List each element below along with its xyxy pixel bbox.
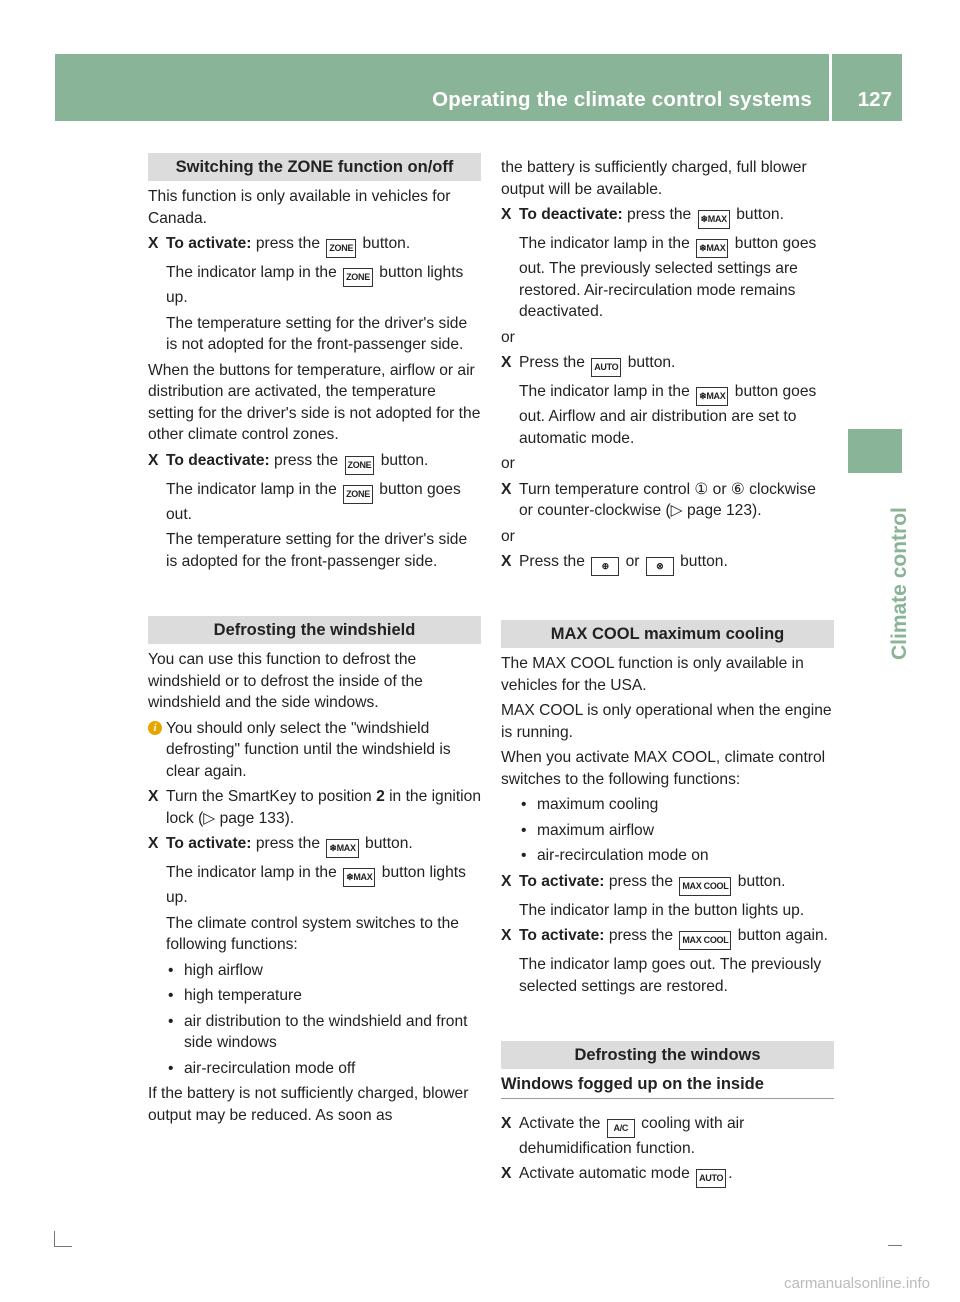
maxcool-button-icon: MAX COOL — [679, 931, 731, 950]
maxcool-p1: The MAX COOL function is only available in vehicles for the USA. — [501, 655, 804, 694]
step-smartkey: X Turn the SmartKey to position 2 in the ignition lock (▷ page 133). — [148, 788, 481, 827]
list-item: • high airflow — [168, 961, 263, 979]
step-defrost-activate: X To activate: press the ❄MAX button. — [148, 833, 481, 858]
page-number: 127 — [857, 88, 892, 111]
page-header — [55, 54, 902, 121]
airflow-up-button-icon: ⊕ — [591, 557, 619, 576]
step-press-airflow: X Press the ⊕ or ⊗ button. — [501, 551, 834, 576]
zone-deactivate-result-2: The temperature setting for the driver's side is adopted for the front-passenger side. — [166, 531, 468, 570]
or-text: or — [501, 328, 515, 346]
auto-button-icon: AUTO — [591, 358, 621, 377]
info-note: i You should only select the "windshield defrosting" function until the windshield is clear again. — [148, 718, 481, 783]
zone-paragraph: When the buttons for temperature, airflow or air distribution are activated, the temperature setting for the driver's side is not adopted for the other climate control zones. — [148, 361, 481, 443]
zone-button-icon: ZONE — [345, 456, 375, 475]
crop-mark — [54, 1231, 72, 1247]
defrost-activate-result-2: The climate control system switches to the following functions: — [166, 914, 459, 953]
step-arrow-icon: X — [148, 451, 159, 469]
battery-note: If the battery is not sufficiently charged, blower output may be reduced. As soon as — [148, 1085, 469, 1124]
step-zone-activate: X To activate: press the ZONE button. — [148, 233, 481, 258]
step-maxcool-activate: X To activate: press the MAX COOL button. — [501, 871, 834, 896]
section-heading-zone: Switching the ZONE function on/off — [148, 153, 481, 181]
section-heading-windows: Defrosting the windows — [501, 1041, 834, 1069]
list-item: • air-recirculation mode on — [521, 847, 709, 864]
maxcool-p3: When you activate MAX COOL, climate control switches to the following functions: — [501, 749, 826, 788]
maxcool-button-icon: MAX COOL — [679, 877, 731, 896]
left-column — [148, 153, 481, 1130]
step-activate-auto: X Activate automatic mode AUTO . — [501, 1163, 834, 1188]
step-arrow-icon: X — [501, 206, 512, 223]
defrost-max-button-icon: ❄MAX — [343, 868, 375, 887]
info-icon: i — [148, 721, 162, 735]
right-column — [501, 157, 834, 1192]
zone-intro: This function is only available in vehicles for Canada. — [148, 188, 451, 227]
list-item: • air-recirculation mode off — [168, 1059, 356, 1077]
maxcool-activate-result: The indicator lamp in the button lights up. — [519, 901, 805, 919]
ac-button-icon: A/C — [607, 1119, 635, 1138]
step-activate-ac: X Activate the A/C cooling with air dehumidification function. — [501, 1114, 745, 1157]
defrost-max-button-icon: ❄MAX — [326, 839, 358, 858]
list-item: • air distribution to the windshield and front side windows — [168, 1012, 468, 1051]
step-arrow-icon: X — [501, 872, 512, 890]
step-arrow-icon: X — [501, 354, 512, 371]
step-press-auto: X Press the AUTO button. — [501, 352, 834, 377]
step-arrow-icon: X — [501, 1165, 512, 1182]
step-defrost-deactivate: X To deactivate: press the ❄MAX button. — [501, 204, 834, 229]
step-turn-control: X Turn temperature control ① or ⑥ clockwise or counter-clockwise (▷ page 123). — [501, 480, 816, 519]
section-heading-windshield: Defrosting the windshield — [148, 616, 481, 644]
step-arrow-icon: X — [148, 235, 159, 252]
defrost-activate-result: The indicator lamp in the ❄MAX button lights up. — [166, 864, 466, 906]
step-arrow-icon: X — [501, 480, 512, 498]
defrost-max-button-icon: ❄MAX — [696, 387, 728, 406]
zone-button-icon: ZONE — [343, 268, 373, 287]
side-section-label: Climate control — [888, 507, 911, 660]
side-tab — [848, 429, 902, 473]
battery-note-continued: the battery is sufficiently charged, full blower output will be available. — [501, 159, 807, 198]
maxcool-activate-again-result: The indicator lamp goes out. The previously selected settings are restored. — [519, 956, 822, 995]
defrost-max-button-icon: ❄MAX — [696, 239, 728, 258]
step-zone-deactivate: X To deactivate: press the ZONE button. — [148, 450, 481, 475]
zone-activate-result: The indicator lamp in the ZONE button lights up. — [166, 264, 464, 306]
zone-button-icon: ZONE — [326, 239, 356, 258]
windshield-intro: You can use this function to defrost the windshield or to defrost the inside of the windshield and the side windows. — [148, 651, 423, 711]
subheading-fogged: Windows fogged up on the inside — [501, 1074, 834, 1099]
step-maxcool-activate-again: X To activate: press the MAX COOL button again. — [501, 925, 834, 950]
defrost-deactivate-result: The indicator lamp in the ❄MAX button goes out. The previously selected settings are restored. Air-recirculation mode remains deactivated. — [519, 235, 817, 320]
watermark: carmanualsonline.info — [784, 1275, 930, 1292]
airflow-down-button-icon: ⊗ — [646, 557, 674, 576]
section-heading-maxcool: MAX COOL maximum cooling — [501, 620, 834, 648]
press-auto-result: The indicator lamp in the ❄MAX button goes out. Airflow and air distribution are set to automatic mode. — [519, 383, 817, 447]
zone-activate-result-2: The temperature setting for the driver's side is not adopted for the front-passenger side. — [166, 314, 468, 353]
step-arrow-icon: X — [148, 788, 159, 805]
step-arrow-icon: X — [501, 927, 512, 944]
list-item: • maximum cooling — [521, 796, 659, 813]
maxcool-p2: MAX COOL is only operational when the engine is running. — [501, 702, 832, 741]
list-item: • maximum airflow — [521, 821, 654, 839]
step-arrow-icon: X — [501, 553, 512, 570]
defrost-max-button-icon: ❄MAX — [698, 210, 730, 229]
step-arrow-icon: X — [148, 835, 159, 852]
or-text: or — [501, 455, 515, 472]
auto-button-icon: AUTO — [696, 1169, 726, 1188]
zone-button-icon: ZONE — [343, 485, 373, 504]
or-text: or — [501, 527, 515, 545]
zone-deactivate-result: The indicator lamp in the ZONE button goes out. — [166, 480, 461, 523]
page-title: Operating the climate control systems — [432, 88, 812, 111]
step-arrow-icon: X — [501, 1114, 512, 1132]
crop-mark — [888, 1245, 902, 1246]
header-divider — [829, 54, 832, 121]
list-item: • high temperature — [168, 987, 302, 1004]
